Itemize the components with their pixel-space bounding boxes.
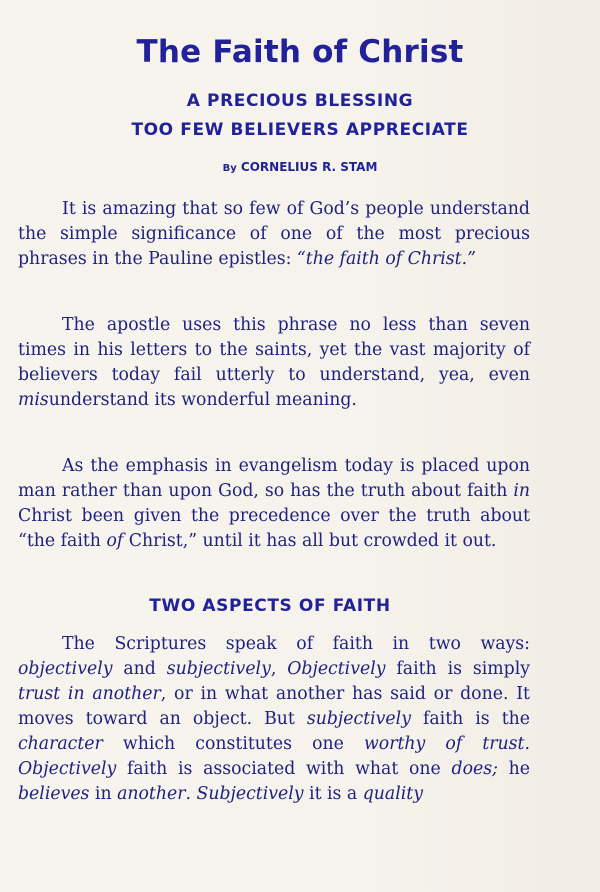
- paragraph-4-text-23: .: [185, 784, 197, 804]
- paragraph-4-italic-14: worthy of trust: [364, 734, 525, 754]
- paragraph-4-text-19: he: [497, 759, 530, 779]
- paragraph-4-italic-24: Subjectively: [196, 784, 304, 804]
- byline-prefix: By: [222, 163, 237, 174]
- paragraph-3-text-a: As the emphasis in evangelism today is placed upon man rather than upon God, so has the truth about faith: [18, 456, 530, 501]
- paragraph-1-text: It is amazing that so few of God’s people understand the simple significance of one of the most precious phrases in the Pauline epistles:: [18, 199, 530, 269]
- paragraph-4-text-5: ,: [270, 659, 288, 679]
- article-byline: [0, 160, 600, 174]
- paragraph-4-italic-20: believes: [18, 784, 90, 804]
- section-heading: TWO ASPECTS OF FAITH: [149, 596, 391, 616]
- paragraph-4-text-21: in: [89, 784, 118, 804]
- byline-author: CORNELIUS R. STAM: [240, 160, 378, 174]
- paragraph-4-italic-16: Objectively: [18, 759, 117, 779]
- paragraph-1-italic-phrase: “the faith of Christ.”: [296, 249, 476, 269]
- paragraph-3-text-c: Christ,” until it has all but crowded it out.: [123, 531, 497, 551]
- paragraph-3-text-b: Christ been given the precedence over the truth about “the faith: [18, 506, 530, 551]
- article-subtitle-line-2: TOO FEW BELIEVERS APPRECIATE: [131, 120, 469, 140]
- paragraph-2-italic-mis: mis: [18, 390, 49, 410]
- paragraph-4-text-15: .: [524, 734, 530, 754]
- paragraph-4-text-3: and: [112, 659, 167, 679]
- paragraph-4-text-9: , or in what another has said or done. It moves toward an object. But: [18, 684, 530, 729]
- paragraph-2-text-b: understand its wonderful meaning.: [48, 390, 357, 410]
- article-title: The Faith of Christ: [136, 34, 464, 70]
- paragraph-4-italic-8: trust in another: [18, 684, 161, 704]
- paragraph-4-text-17: faith is associated with what one: [116, 759, 452, 779]
- paragraph-2-text-a: The apostle uses this phrase no less than seven times in his letters to the saints, yet the vast majority of believers today fail utterly to understand, yea, even: [18, 315, 530, 385]
- paragraph-4-italic-4: subjectively: [166, 659, 271, 679]
- paragraph-4-italic-18: does;: [451, 759, 498, 779]
- paragraph-3: [18, 454, 530, 554]
- paragraph-4-text-25: it is a: [303, 784, 363, 804]
- paragraph-3-italic-of: of: [106, 531, 124, 551]
- paragraph-4-italic-10: subjectively: [306, 709, 411, 729]
- paragraph-4-italic-12: character: [18, 734, 103, 754]
- paragraph-1: [18, 197, 530, 272]
- paragraph-4-italic-26: quality: [362, 784, 423, 804]
- paragraph-4-italic-22: another: [117, 784, 186, 804]
- paragraph-4-italic-2: objectively: [18, 659, 113, 679]
- article-subtitle-line-1: A PRECIOUS BLESSING: [186, 91, 414, 111]
- paragraph-4-text-7: faith is simply: [385, 659, 530, 679]
- paragraph-3-italic-in: in: [513, 481, 530, 501]
- paragraph-4-text-13: which constitutes one: [102, 734, 364, 754]
- paragraph-4-text-1: The Scriptures speak of faith in two ways:: [62, 634, 530, 654]
- paragraph-4-text-11: faith is the: [410, 709, 530, 729]
- paragraph-2: [18, 313, 530, 413]
- paragraph-4-italic-6: Objectively: [287, 659, 386, 679]
- paragraph-4: [18, 632, 530, 807]
